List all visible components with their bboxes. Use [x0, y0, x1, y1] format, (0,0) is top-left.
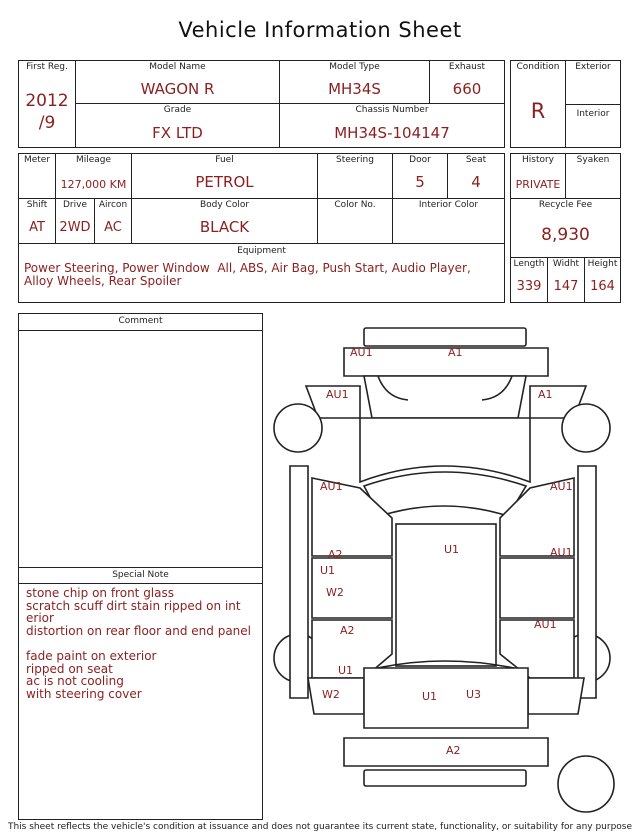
front-glass — [364, 472, 526, 516]
chassis-label: Chassis Number — [355, 105, 429, 115]
damage-mark: U3 — [466, 688, 482, 701]
drive-cell — [55, 198, 95, 244]
height-label: Height — [587, 259, 618, 269]
damage-mark: AU1 — [320, 480, 343, 493]
disclaimer-footer: This sheet reflects the vehicle's condition at issuance and does not guarantee its current state, functionality, or suitability for any purpose — [7, 822, 633, 832]
mileage-value: 127,000 KM — [60, 178, 127, 191]
first-reg-year: 2012 — [25, 91, 69, 111]
equipment-cell — [18, 243, 505, 303]
damage-mark: AU1 — [326, 388, 349, 401]
comment-label: Comment — [19, 316, 262, 331]
body-color-cell — [131, 198, 318, 244]
recycle-fee-cell — [510, 198, 621, 258]
tailgate — [364, 668, 528, 728]
height-cell — [584, 257, 621, 303]
note-line: scratch scuff dirt stain ripped on int — [26, 598, 241, 613]
condition-cell — [510, 60, 566, 148]
interior-label: Interior — [576, 109, 610, 119]
front-bumper — [344, 348, 548, 376]
damage-mark: AU1 — [350, 346, 373, 359]
color-no-cell — [317, 198, 393, 244]
damage-mark: A2 — [446, 744, 461, 757]
chassis-cell — [279, 103, 505, 148]
exterior-cell — [565, 60, 621, 105]
damage-mark: A2 — [328, 548, 343, 561]
seat-value: 4 — [471, 173, 481, 191]
steering-cell — [317, 153, 393, 199]
special-note-lines — [26, 587, 256, 700]
equipment-value: Power Steering, Power Window All, ABS, Air Bag, Push Start, Audio Player, Alloy Wheels, Rear Spoiler — [24, 261, 475, 288]
drive-label: Drive — [63, 200, 87, 210]
body-color-label: Body Color — [199, 200, 250, 210]
width-label: Widht — [552, 259, 580, 269]
page-title: Vehicle Information Sheet — [178, 18, 462, 42]
length-label: Length — [513, 259, 545, 269]
model-type-value: MH34S — [328, 80, 381, 98]
note-line: erior — [26, 611, 54, 626]
door-cell — [392, 153, 448, 199]
hood — [364, 376, 526, 418]
width-cell — [547, 257, 585, 303]
damage-mark: U1 — [320, 564, 336, 577]
width-value: 147 — [553, 279, 579, 294]
note-line: with steering cover — [26, 686, 142, 701]
grade-cell — [75, 103, 280, 148]
left-front-tire — [274, 404, 322, 452]
spare-tire — [558, 756, 614, 812]
rear-bumper-bottom — [364, 770, 526, 786]
drive-value: 2WD — [59, 220, 91, 235]
syaken-cell — [565, 153, 621, 199]
history-cell — [510, 153, 566, 199]
history-value: PRIVATE — [515, 178, 561, 191]
mileage-cell — [55, 153, 132, 199]
shift-cell — [18, 198, 56, 244]
damage-mark: U1 — [338, 664, 354, 677]
door-label: Door — [409, 155, 431, 165]
note-line: fade paint on exterior — [26, 648, 157, 663]
seat-label: Seat — [465, 155, 487, 165]
fuel-cell — [131, 153, 318, 199]
exhaust-cell — [429, 60, 505, 104]
first-reg-month: /9 — [38, 113, 56, 133]
model-name-label: Model Name — [149, 62, 206, 72]
damage-mark: A2 — [340, 624, 355, 637]
grade-value: FX LTD — [152, 124, 203, 142]
meter-cell — [18, 153, 56, 199]
damage-mark: U1 — [444, 543, 460, 556]
note-line: ac is not cooling — [26, 674, 124, 689]
exhaust-label: Exhaust — [448, 62, 486, 72]
right-sill — [578, 466, 596, 698]
front-bumper-top — [364, 328, 526, 346]
car-damage-diagram — [268, 318, 632, 818]
damage-mark: U1 — [422, 690, 438, 703]
right-rear-lower — [528, 678, 584, 714]
interior-color-cell — [392, 198, 505, 244]
length-cell — [510, 257, 548, 303]
aircon-label: Aircon — [98, 200, 128, 210]
exterior-label: Exterior — [575, 62, 611, 72]
note-line: distortion on rear floor and end panel — [26, 623, 251, 638]
right-rear-door — [500, 558, 574, 618]
fuel-value: PETROL — [195, 173, 254, 191]
grade-label: Grade — [163, 105, 192, 115]
history-label: History — [521, 155, 555, 165]
shift-label: Shift — [26, 200, 48, 210]
damage-mark: A1 — [538, 388, 553, 401]
special-note-box — [18, 567, 263, 820]
damage-mark: AU1 — [534, 618, 557, 631]
door-value: 5 — [415, 173, 425, 191]
interior-cell — [565, 104, 621, 148]
recycle-fee-label: Recycle Fee — [538, 200, 593, 210]
aircon-value: AC — [104, 220, 122, 235]
seat-cell — [447, 153, 505, 199]
meter-label: Meter — [23, 155, 51, 165]
aircon-cell — [94, 198, 132, 244]
color-no-label: Color No. — [334, 200, 376, 210]
damage-mark: W2 — [326, 586, 344, 599]
exhaust-value: 660 — [452, 80, 482, 98]
body-color-value: BLACK — [199, 218, 250, 236]
length-value: 339 — [516, 279, 542, 294]
note-line: ripped on seat — [26, 661, 113, 676]
damage-mark: AU1 — [550, 480, 573, 493]
model-name-value: WAGON R — [140, 80, 215, 98]
shift-value: AT — [29, 220, 45, 235]
model-name-cell — [75, 60, 280, 104]
interior-color-label: Interior Color — [418, 200, 479, 210]
damage-mark: W2 — [322, 688, 340, 701]
right-front-tire — [562, 404, 610, 452]
recycle-fee-value: 8,930 — [541, 225, 590, 245]
first-reg-label: First Reg. — [26, 62, 68, 72]
equipment-label: Equipment — [237, 246, 286, 256]
syaken-label: Syaken — [576, 155, 610, 165]
condition-value: R — [530, 99, 546, 123]
condition-label: Condition — [516, 62, 560, 72]
special-note-label: Special Note — [19, 568, 262, 584]
steering-label: Steering — [336, 155, 374, 165]
note-line: stone chip on front glass — [26, 586, 175, 600]
damage-mark: AU1 — [550, 546, 573, 559]
model-type-cell — [279, 60, 430, 104]
fuel-label: Fuel — [215, 155, 234, 165]
model-type-label: Model Type — [329, 62, 380, 72]
mileage-label: Mileage — [75, 155, 112, 165]
comment-box — [18, 313, 263, 568]
height-value: 164 — [590, 279, 615, 294]
damage-mark: A1 — [448, 346, 463, 359]
left-sill — [290, 466, 308, 698]
first-reg-cell — [18, 60, 76, 148]
chassis-value: MH34S-104147 — [334, 124, 450, 142]
